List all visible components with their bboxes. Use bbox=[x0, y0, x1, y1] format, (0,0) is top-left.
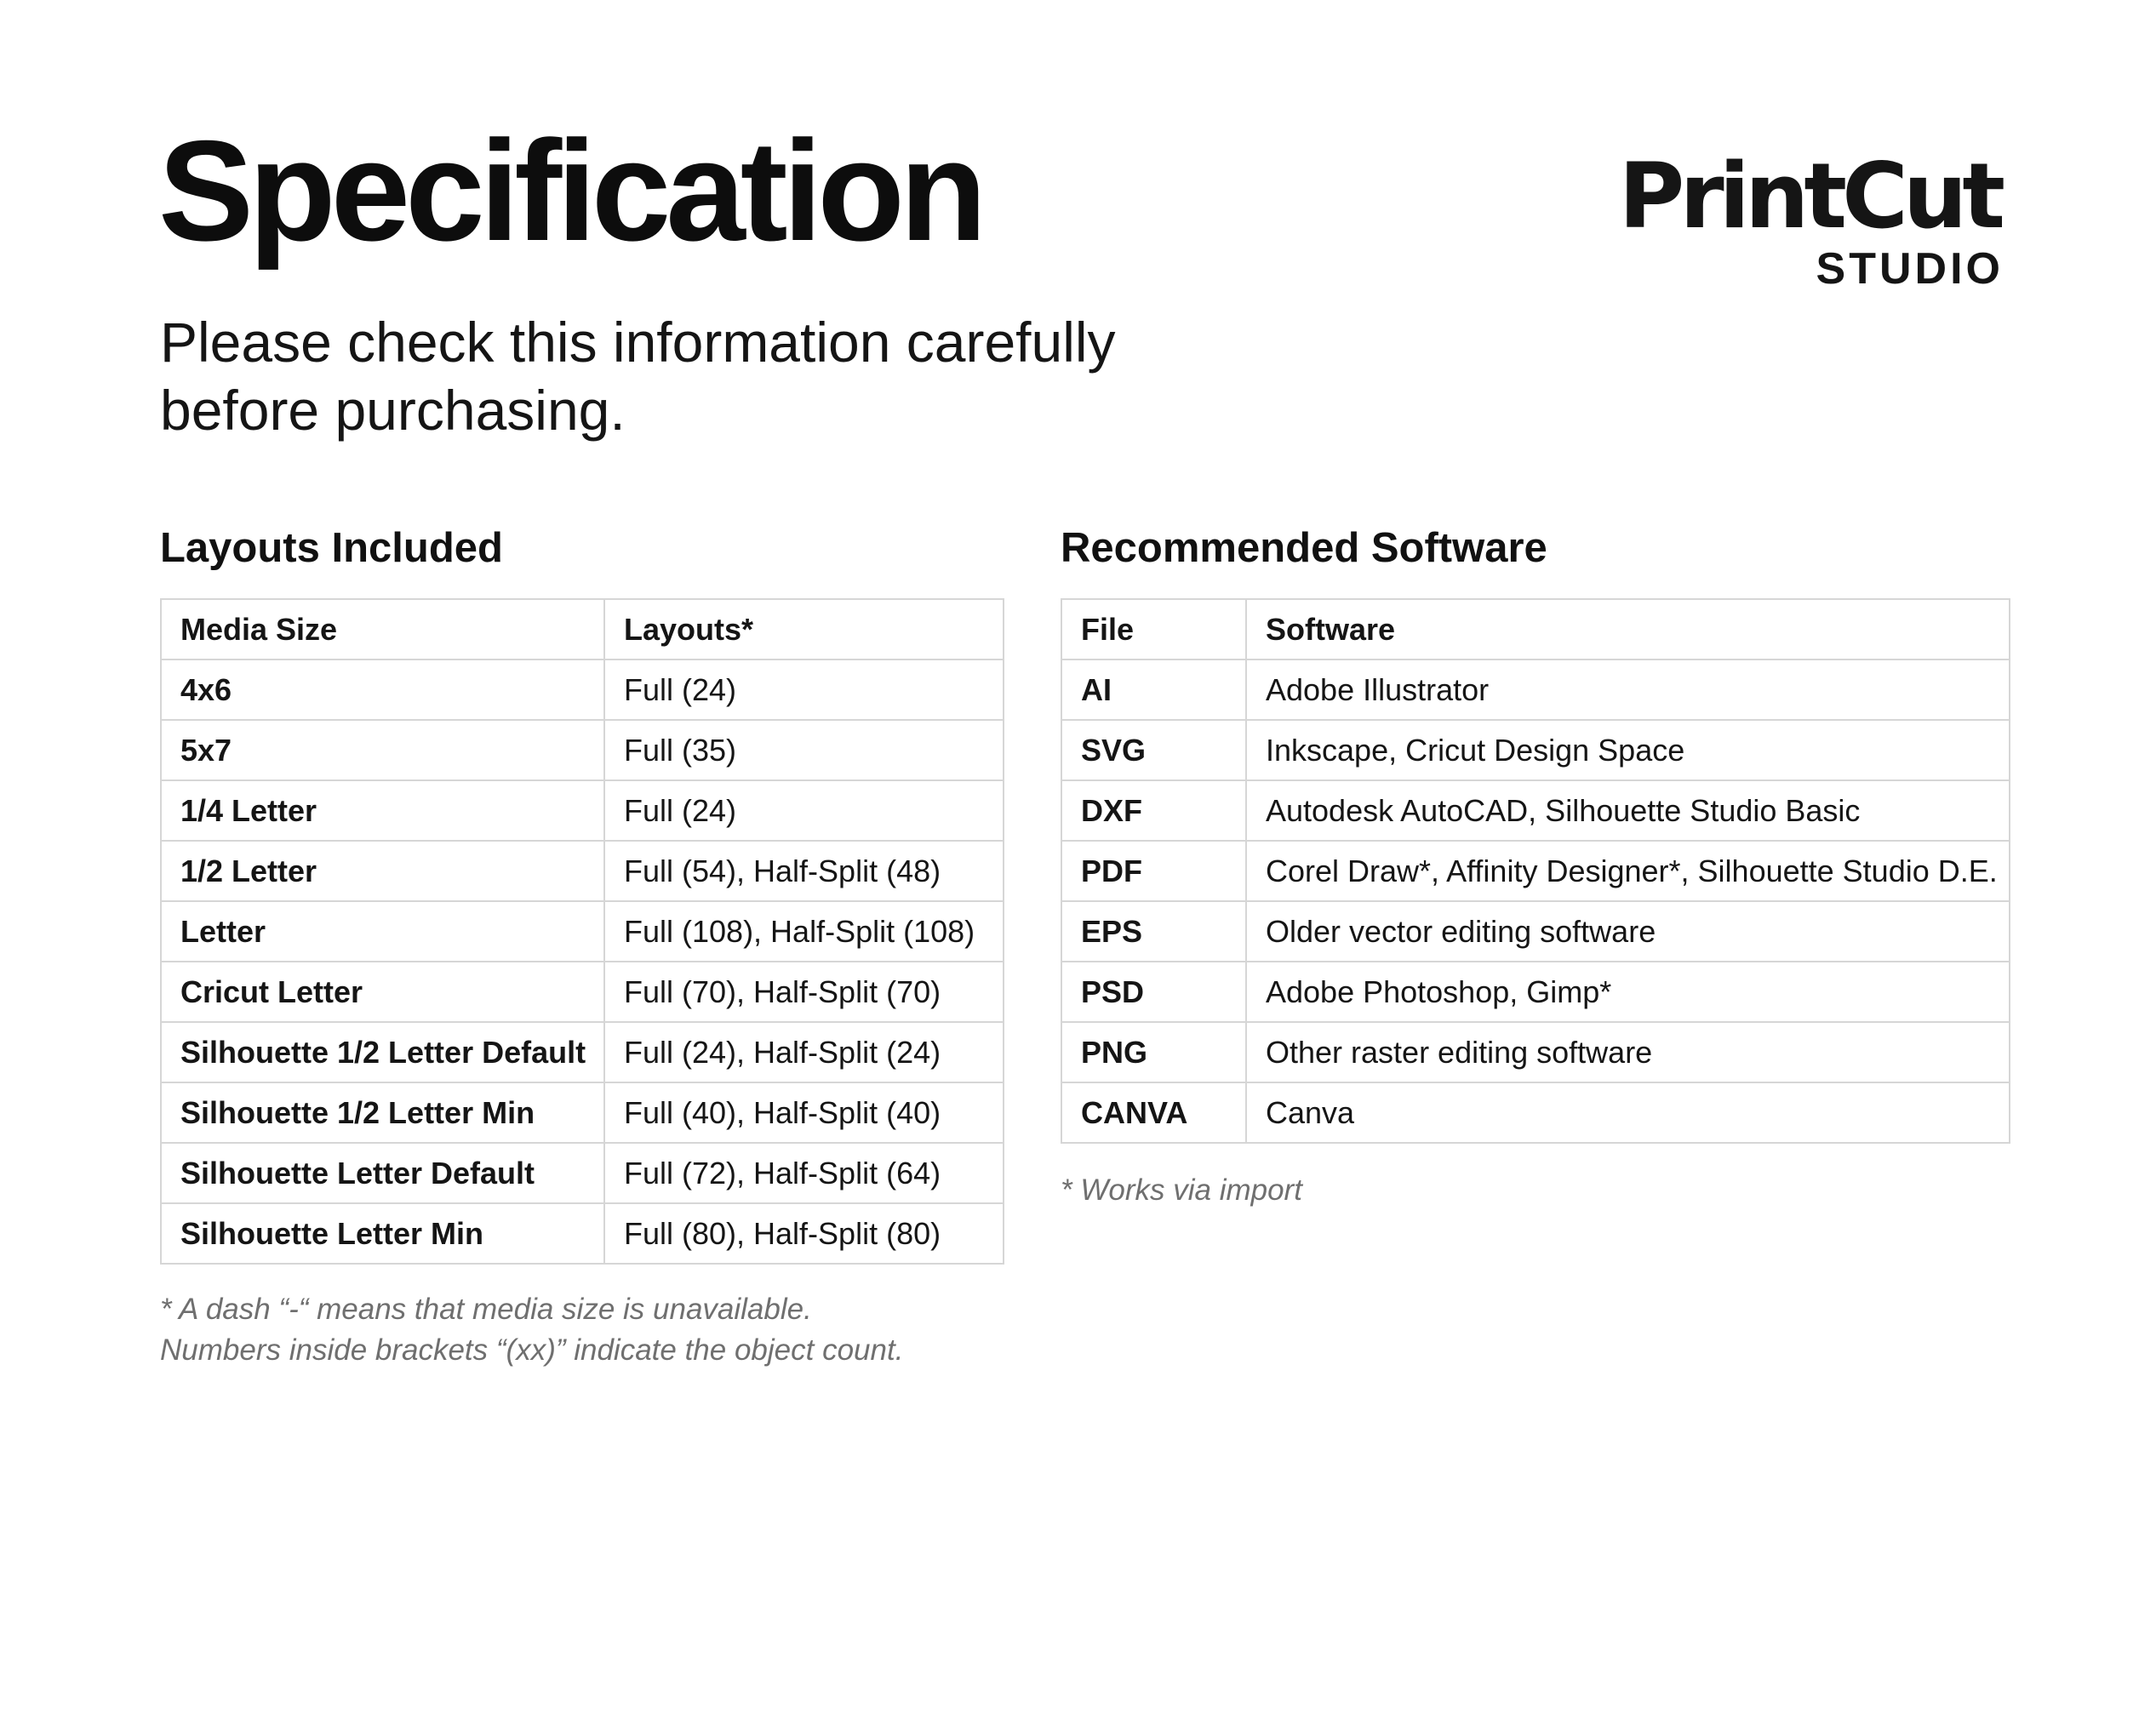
table-row bbox=[1061, 1082, 2010, 1143]
layouts-cell: Full (108), Half-Split (108) bbox=[604, 901, 1004, 962]
software-cell: Corel Draw*, Affinity Designer*, Silhouette Studio D.E. bbox=[1246, 841, 2010, 901]
table-row bbox=[161, 1022, 1004, 1082]
software-cell: Other raster editing software bbox=[1246, 1022, 2010, 1082]
layouts-footnote-line-2: Numbers inside brackets “(xx)” indicate the object count. bbox=[160, 1333, 904, 1367]
media-size-cell: Silhouette Letter Default bbox=[161, 1143, 604, 1203]
table-row bbox=[161, 660, 1004, 720]
brand-logo bbox=[1617, 144, 2009, 296]
software-footnote: * Works via import bbox=[1061, 1173, 1302, 1207]
media-size-cell: Letter bbox=[161, 901, 604, 962]
software-cell: Adobe Photoshop, Gimp* bbox=[1246, 962, 2010, 1022]
layouts-cell: Full (35) bbox=[604, 720, 1004, 780]
table-row bbox=[1061, 780, 2010, 841]
table-header-row bbox=[161, 599, 1004, 660]
table-row bbox=[1061, 962, 2010, 1022]
software-section-title: Recommended Software bbox=[1061, 525, 1547, 571]
layouts-cell: Full (24) bbox=[604, 780, 1004, 841]
layouts-footnote bbox=[160, 1289, 903, 1371]
layouts-cell: Full (40), Half-Split (40) bbox=[604, 1082, 1004, 1143]
layouts-cell: Full (54), Half-Split (48) bbox=[604, 841, 1004, 901]
layouts-cell: Full (72), Half-Split (64) bbox=[604, 1143, 1004, 1203]
file-type-cell: PSD bbox=[1061, 962, 1246, 1022]
media-size-cell: Silhouette 1/2 Letter Default bbox=[161, 1022, 604, 1082]
media-size-cell: 1/2 Letter bbox=[161, 841, 604, 901]
media-size-cell: Cricut Letter bbox=[161, 962, 604, 1022]
file-type-cell: PDF bbox=[1061, 841, 1246, 901]
layouts-cell: Full (70), Half-Split (70) bbox=[604, 962, 1004, 1022]
media-size-cell: Silhouette 1/2 Letter Min bbox=[161, 1082, 604, 1143]
file-type-cell: EPS bbox=[1061, 901, 1246, 962]
table-row bbox=[1061, 720, 2010, 780]
column-header-layouts: Layouts* bbox=[604, 599, 1004, 660]
table-header-row bbox=[1061, 599, 2010, 660]
column-header-media-size: Media Size bbox=[161, 599, 604, 660]
table-row bbox=[161, 720, 1004, 780]
layouts-footnote-line-1: * A dash “-“ means that media size is unavailable. bbox=[160, 1293, 812, 1326]
layouts-cell: Full (80), Half-Split (80) bbox=[604, 1203, 1004, 1264]
software-cell: Autodesk AutoCAD, Silhouette Studio Basic bbox=[1246, 780, 2010, 841]
table-row bbox=[161, 901, 1004, 962]
file-type-cell: SVG bbox=[1061, 720, 1246, 780]
software-cell: Older vector editing software bbox=[1246, 901, 2010, 962]
media-size-cell: 1/4 Letter bbox=[161, 780, 604, 841]
table-row bbox=[1061, 841, 2010, 901]
media-size-cell: Silhouette Letter Min bbox=[161, 1203, 604, 1264]
media-size-cell: 5x7 bbox=[161, 720, 604, 780]
software-cell: Canva bbox=[1246, 1082, 2010, 1143]
page-title: Specification bbox=[158, 111, 982, 271]
logo-subword: STUDIO bbox=[1816, 244, 2004, 294]
file-type-cell: DXF bbox=[1061, 780, 1246, 841]
table-row bbox=[1061, 660, 2010, 720]
layouts-cell: Full (24) bbox=[604, 660, 1004, 720]
layouts-table bbox=[160, 598, 1004, 1265]
software-cell: Adobe Illustrator bbox=[1246, 660, 2010, 720]
logo-wordmark: PrintCut bbox=[1618, 144, 2000, 248]
table-row bbox=[1061, 1022, 2010, 1082]
media-size-cell: 4x6 bbox=[161, 660, 604, 720]
table-row bbox=[161, 1203, 1004, 1264]
table-row bbox=[161, 841, 1004, 901]
layouts-cell: Full (24), Half-Split (24) bbox=[604, 1022, 1004, 1082]
layouts-section-title: Layouts Included bbox=[160, 525, 503, 571]
column-header-software: Software bbox=[1246, 599, 2010, 660]
page-subtitle: Please check this information carefully before purchasing. bbox=[160, 311, 1116, 442]
table-row bbox=[161, 1082, 1004, 1143]
table-row bbox=[1061, 901, 2010, 962]
table-row bbox=[161, 962, 1004, 1022]
software-cell: Inkscape, Cricut Design Space bbox=[1246, 720, 2010, 780]
software-table bbox=[1061, 598, 2010, 1144]
column-header-file: File bbox=[1061, 599, 1246, 660]
file-type-cell: PNG bbox=[1061, 1022, 1246, 1082]
table-row bbox=[161, 780, 1004, 841]
file-type-cell: CANVA bbox=[1061, 1082, 1246, 1143]
file-type-cell: AI bbox=[1061, 660, 1246, 720]
table-row bbox=[161, 1143, 1004, 1203]
